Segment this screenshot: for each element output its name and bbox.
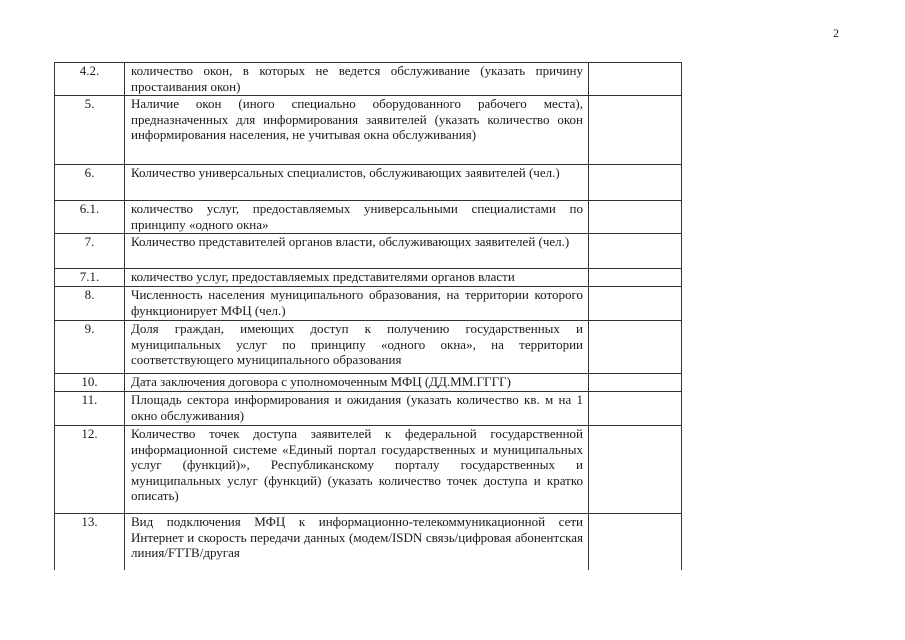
table-row [55, 234, 682, 269]
table-row [55, 392, 682, 426]
table-row [55, 96, 682, 165]
row-description: Вид подключения МФЦ к информационно-телекоммуникационной сети Интернет и скорость передачи данных (модем/ISDN связь/цифровая абонентская линия/FTTB/другая [125, 514, 589, 570]
row-description: Площадь сектора информирования и ожидания (указать количество кв. м на 1 окно обслуживания) [125, 392, 589, 426]
table-row [55, 287, 682, 321]
row-number: 6.1. [55, 201, 125, 234]
row-number: 11. [55, 392, 125, 426]
table-row [55, 374, 682, 392]
table-row [55, 165, 682, 201]
row-value-cell [589, 321, 682, 374]
row-number: 5. [55, 96, 125, 165]
row-value-cell [589, 374, 682, 392]
table-row [55, 63, 682, 96]
row-description: Количество представителей органов власти, обслуживающих заявителей (чел.) [125, 234, 589, 269]
row-description: Дата заключения договора с уполномоченным МФЦ (ДД.ММ.ГГГГ) [125, 374, 589, 392]
row-value-cell [589, 287, 682, 321]
table-row [55, 269, 682, 287]
row-value-cell [589, 96, 682, 165]
row-value-cell [589, 201, 682, 234]
row-description: Количество точек доступа заявителей к федеральной государственной информационной системе «Единый портал государственных и муниципальных услуг (функций)», Республиканскому порталу государственных и муниципальных услуг (функций) (указать количество точек доступа и кратко описать) [125, 426, 589, 514]
table-row [55, 514, 682, 570]
page-number: 2 [833, 26, 839, 40]
row-value-cell [589, 392, 682, 426]
row-number: 7. [55, 234, 125, 269]
row-number: 9. [55, 321, 125, 374]
row-description: Наличие окон (иного специально оборудованного рабочего места), предназначенных для информирования заявителей (указать количество окон информирования населения, не учитывая окна обслуживания) [125, 96, 589, 165]
row-number: 8. [55, 287, 125, 321]
row-description: Доля граждан, имеющих доступ к получению государственных и муниципальных услуг по принципу «одного окна», на территории соответствующего муниципального образования [125, 321, 589, 374]
table-body [55, 63, 682, 570]
row-value-cell [589, 63, 682, 96]
table-row [55, 321, 682, 374]
row-number: 7.1. [55, 269, 125, 287]
indicators-table [54, 62, 682, 570]
row-number: 4.2. [55, 63, 125, 96]
row-description: Количество универсальных специалистов, обслуживающих заявителей (чел.) [125, 165, 589, 201]
row-number: 10. [55, 374, 125, 392]
row-value-cell [589, 514, 682, 570]
row-number: 13. [55, 514, 125, 570]
table-row [55, 426, 682, 514]
row-value-cell [589, 165, 682, 201]
row-value-cell [589, 234, 682, 269]
row-description: количество услуг, предоставляемых представителями органов власти [125, 269, 589, 287]
row-value-cell [589, 426, 682, 514]
table-row [55, 201, 682, 234]
row-description: количество услуг, предоставляемых универсальными специалистами по принципу «одного окна» [125, 201, 589, 234]
row-description: Численность населения муниципального образования, на территории которого функционирует МФЦ (чел.) [125, 287, 589, 321]
row-number: 12. [55, 426, 125, 514]
row-description: количество окон, в которых не ведется обслуживание (указать причину простаивания окон) [125, 63, 589, 96]
row-number: 6. [55, 165, 125, 201]
row-value-cell [589, 269, 682, 287]
